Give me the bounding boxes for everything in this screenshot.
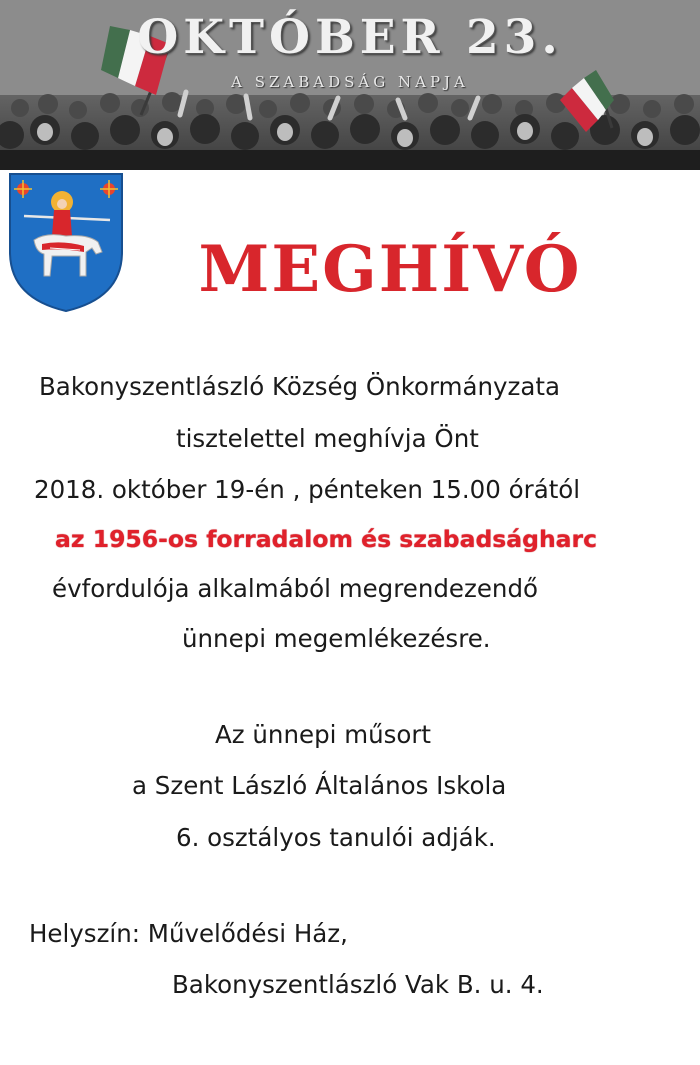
banner-title: OKTÓBER 23.	[137, 10, 563, 65]
header-banner	[0, 0, 700, 170]
program-line-students: 6. osztályos tanulói adják.	[176, 823, 496, 852]
invitation-line-organizer: Bakonyszentlászló Község Önkormányzata	[39, 372, 561, 401]
banner-subtitle: A SZABADSÁG NAPJA	[231, 73, 469, 91]
program-line-school: a Szent László Általános Iskola	[132, 771, 507, 800]
invitation-line-invite: tisztelettel meghívja Önt	[176, 424, 479, 453]
invitation-line-occasion: évfordulója alkalmából megrendezendő	[52, 574, 538, 603]
invitation-line-date: 2018. október 19-én , pénteken 15.00 órától	[34, 475, 581, 504]
coat-of-arms-icon	[6, 170, 126, 315]
invitation-heading: MEGHÍVÓ	[198, 232, 582, 307]
invitation-line-event: az 1956-os forradalom és szabadságharc	[55, 525, 598, 553]
invitation-line-ceremony: ünnepi megemlékezésre.	[182, 624, 491, 653]
program-line-intro: Az ünnepi műsort	[215, 720, 432, 749]
venue-line-address: Bakonyszentlászló Vak B. u. 4.	[172, 970, 544, 999]
venue-line-name: Helyszín: Művelődési Ház,	[29, 919, 348, 948]
